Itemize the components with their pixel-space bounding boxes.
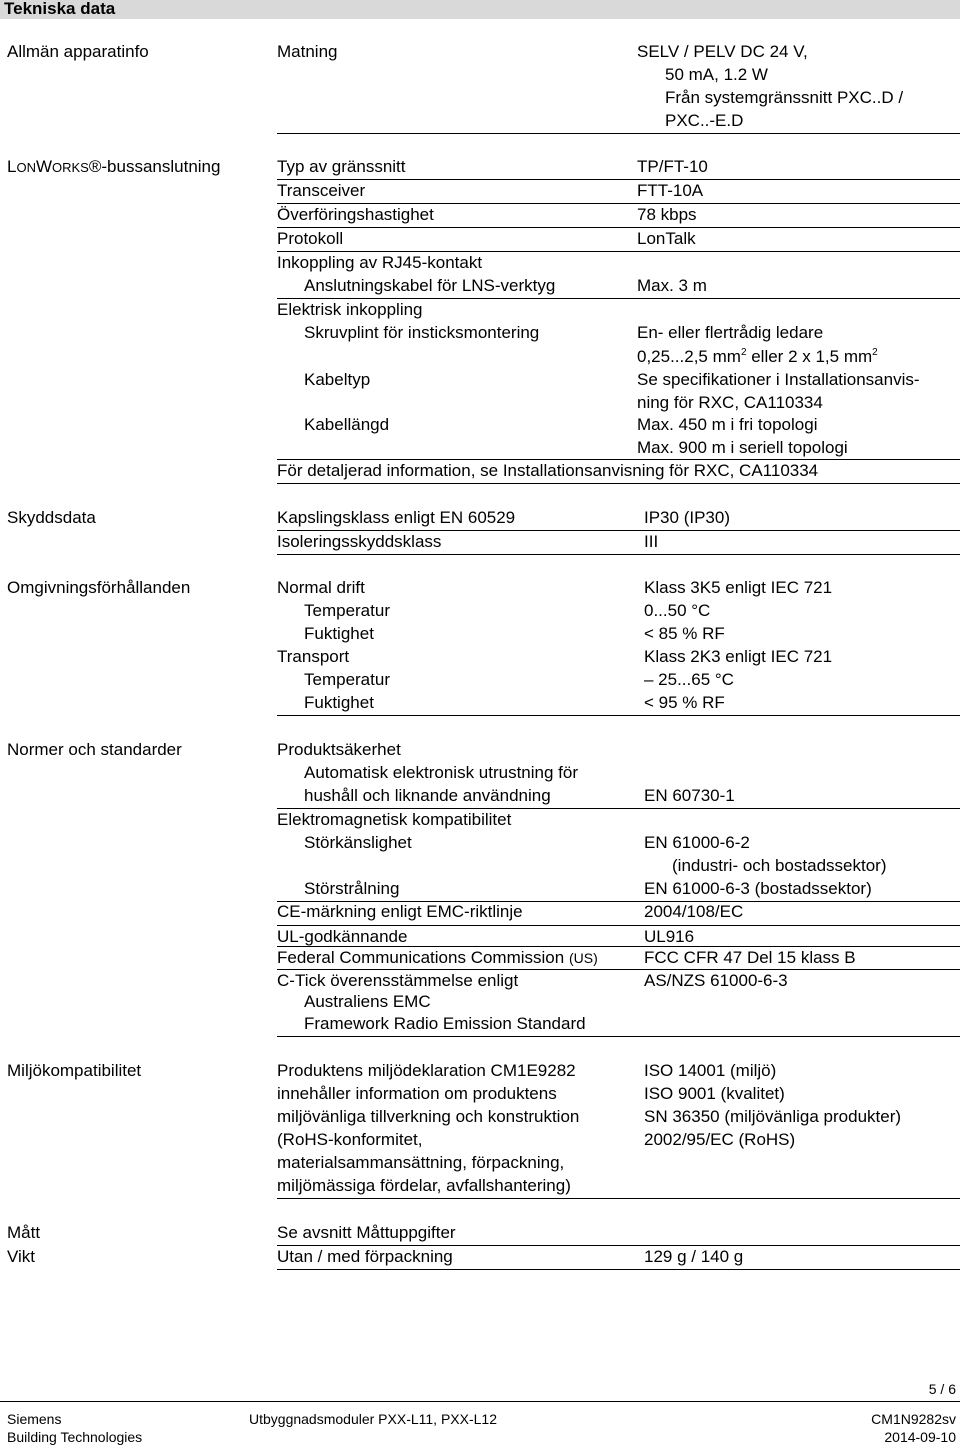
insulation-label: Isoleringsskyddsklass (277, 532, 442, 551)
speed-value: 78 kbps (637, 205, 697, 224)
details-note: För detaljerad information, se Installationsanvisning för RXC, CA110334 (277, 461, 819, 480)
divider-line (277, 1245, 960, 1246)
divider-line (277, 1269, 960, 1270)
enclosure-label: Kapslingsklass enligt EN 60529 (277, 508, 516, 527)
fcc-label: Federal Communications Commission (US) (277, 948, 598, 967)
terminal-label: Skruvplint för insticksmontering (304, 323, 540, 342)
cable-length-value-1: Max. 450 m i fri topologi (637, 415, 818, 434)
cable-length-value-2: Max. 900 m i seriell topologi (637, 438, 848, 457)
divider-line (277, 715, 960, 716)
divider-line (277, 946, 960, 947)
ul-label: UL-godkännande (277, 927, 408, 946)
dimensions-value: Se avsnitt Måttuppgifter (277, 1223, 456, 1242)
transport-value: Klass 2K3 enligt IEC 721 (644, 647, 833, 666)
ctick-value: AS/NZS 61000-6-3 (644, 971, 788, 990)
ctick-label: C-Tick överensstämmelse enligt (277, 971, 519, 990)
eco-text-5: materialsammansättning, förpackning, (277, 1153, 565, 1172)
divider-line (277, 554, 960, 555)
divider-line (277, 459, 960, 460)
cable-type-value-1: Se specifikationer i Installationsanvis- (637, 370, 920, 389)
rj45-label: Inkoppling av RJ45-kontakt (277, 253, 483, 272)
page-title: Tekniska data (4, 0, 116, 18)
divider-line (277, 251, 960, 252)
footer-date: 2014-09-10 (884, 1429, 956, 1445)
standards-label: Normer och standarder (7, 740, 182, 759)
supply-value-1: SELV / PELV DC 24 V, (637, 42, 808, 61)
lonworks-label: LONWORKS®-bussanslutning (7, 157, 221, 176)
lns-cable-label: Anslutningskabel för LNS-verktyg (304, 276, 556, 295)
normal-label: Normal drift (277, 578, 365, 597)
eco-value-3: SN 36350 (miljövänliga produkter) (644, 1107, 902, 1126)
normal-value: Klass 3K5 enligt IEC 721 (644, 578, 833, 597)
ce-value: 2004/108/EC (644, 902, 744, 921)
weight-label: Vikt (7, 1247, 36, 1266)
divider-line (277, 483, 960, 484)
transport-temp-label: Temperatur (304, 670, 390, 689)
protection-label: Skyddsdata (7, 508, 96, 527)
immunity-value-2: (industri- och bostadssektor) (672, 856, 887, 875)
eco-text-1: Produktens miljödeklaration CM1E9282 (277, 1061, 576, 1080)
weight-text: Utan / med förpackning (277, 1247, 453, 1266)
normal-hum-value: < 85 % RF (644, 624, 725, 643)
ctick-sub-2: Framework Radio Emission Standard (304, 1014, 586, 1033)
emission-label: Störstrålning (304, 879, 400, 898)
transport-label: Transport (277, 647, 350, 666)
lns-cable-value: Max. 3 m (637, 276, 707, 295)
protocol-label: Protokoll (277, 229, 344, 248)
divider-line (277, 298, 960, 299)
eco-text-3: miljövänliga tillverkning och konstruktion (277, 1107, 580, 1126)
transceiver-label: Transceiver (277, 181, 366, 200)
general-label: Allmän apparatinfo (7, 42, 149, 61)
supply-value-4: PXC..-E.D (665, 111, 744, 130)
supply-value-3: Från systemgränssnitt PXC..D / (665, 88, 904, 107)
divider-line (277, 530, 960, 531)
fcc-value: FCC CFR 47 Del 15 klass B (644, 948, 856, 967)
environment-label: Omgivningsförhållanden (7, 578, 191, 597)
divider-line (277, 179, 960, 180)
divider-line (277, 133, 960, 134)
eco-value-1: ISO 14001 (miljö) (644, 1061, 777, 1080)
eco-text-6: miljömässiga fördelar, avfallshantering) (277, 1176, 571, 1195)
divider-line (277, 203, 960, 204)
speed-label: Överföringshastighet (277, 205, 434, 224)
immunity-label: Störkänslighet (304, 833, 412, 852)
transceiver-value: FTT-10A (637, 181, 704, 200)
emission-value: EN 61000-6-3 (bostadssektor) (644, 879, 872, 898)
dimensions-label: Mått (7, 1223, 41, 1242)
transport-hum-value: < 95 % RF (644, 693, 725, 712)
eco-text-2: innehåller information om produktens (277, 1084, 557, 1103)
cable-length-label: Kabellängd (304, 415, 390, 434)
section-header-bar (0, 0, 960, 19)
eco-value-4: 2002/95/EC (RoHS) (644, 1130, 796, 1149)
cable-type-value-2: ning för RXC, CA110334 (637, 393, 823, 412)
eco-label: Miljökompatibilitet (7, 1061, 142, 1080)
divider-line (277, 1036, 960, 1037)
interface-type-value: TP/FT-10 (637, 157, 708, 176)
supply-value-2: 50 mA, 1.2 W (665, 65, 768, 84)
divider-line (277, 925, 960, 926)
auto-value: EN 60730-1 (644, 786, 735, 805)
emc-label: Elektromagnetisk kompatibilitet (277, 810, 512, 829)
normal-temp-label: Temperatur (304, 601, 390, 620)
footer-company-2: Building Technologies (7, 1429, 143, 1445)
ctick-sub-1: Australiens EMC (304, 992, 431, 1011)
weight-value: 129 g / 140 g (644, 1247, 744, 1266)
auto-label-2: hushåll och liknande användning (304, 786, 551, 805)
ce-label: CE-märkning enligt EMC-riktlinje (277, 902, 523, 921)
terminal-value-2: 0,25...2,5 $mm^2$ eller 2 x 1,5 $mm^2$ (637, 347, 878, 366)
insulation-value: III (644, 532, 659, 551)
protocol-value: LonTalk (637, 229, 696, 248)
transport-temp-value: – 25...65 °C (644, 670, 734, 689)
footer-doc-id: CM1N9282sv (871, 1411, 956, 1427)
interface-type-label: Typ av gränssnitt (277, 157, 406, 176)
divider-line (277, 969, 960, 970)
terminal-value-1: En- eller flertrådig ledare (637, 323, 824, 342)
eco-text-4: (RoHS-konformitet, (277, 1130, 423, 1149)
cable-type-label: Kabeltyp (304, 370, 371, 389)
enclosure-value: IP30 (IP30) (644, 508, 730, 527)
divider-line (277, 1198, 960, 1199)
footer-company-1: Siemens (7, 1411, 62, 1427)
auto-label-1: Automatisk elektronisk utrustning för (304, 763, 579, 782)
footer-divider (0, 1401, 960, 1402)
ul-value: UL916 (644, 927, 695, 946)
electrical-label: Elektrisk inkoppling (277, 300, 423, 319)
normal-temp-value: 0...50 °C (644, 601, 711, 620)
footer-product: Utbyggnadsmoduler PXX-L11, PXX-L12 (249, 1411, 497, 1427)
divider-line (277, 227, 960, 228)
normal-hum-label: Fuktighet (304, 624, 374, 643)
safety-label: Produktsäkerhet (277, 740, 401, 759)
supply-label: Matning (277, 42, 338, 61)
page-number: 5 / 6 (928, 1381, 956, 1397)
transport-hum-label: Fuktighet (304, 693, 374, 712)
divider-line (277, 808, 960, 809)
immunity-value-1: EN 61000-6-2 (644, 833, 750, 852)
eco-value-2: ISO 9001 (kvalitet) (644, 1084, 785, 1103)
